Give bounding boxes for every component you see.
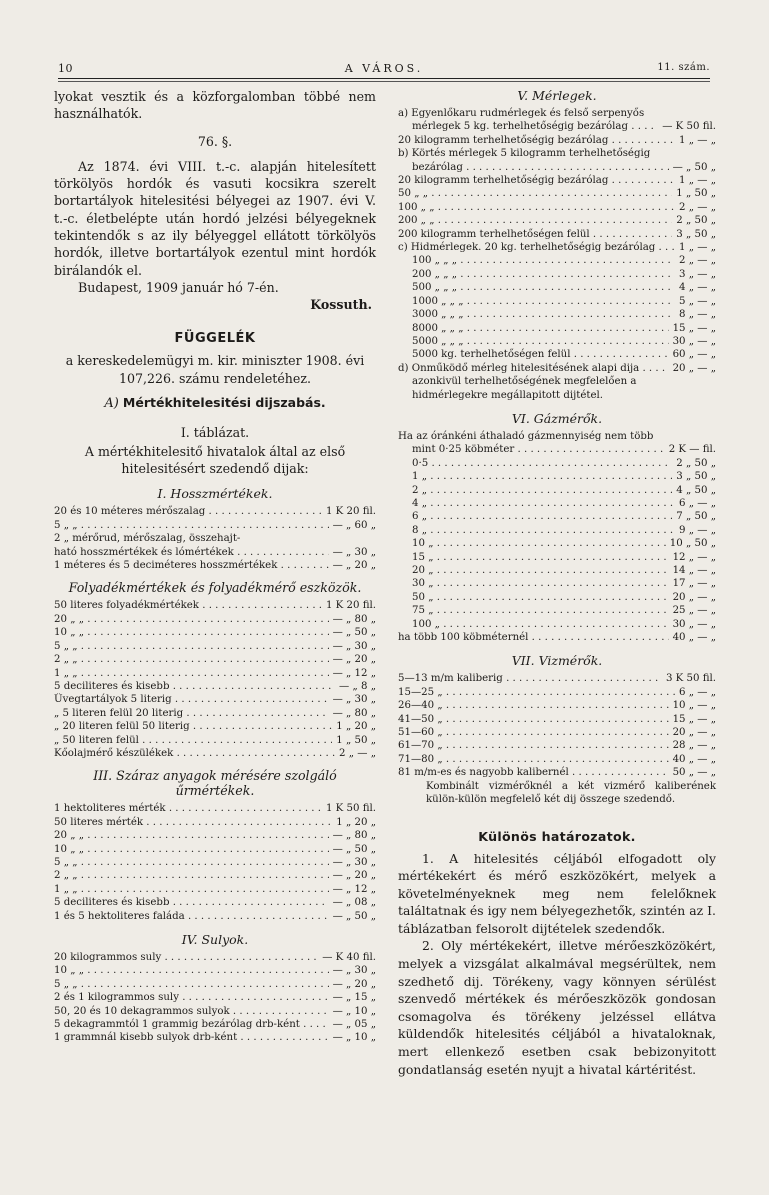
fee-item-label: 2 „ mérőrud, mérőszalag, összehajt- [54,533,241,545]
fee-item-label: azonkivül terhelhetőségének megfelelően a [412,376,637,388]
fee-item-label: Ha az óránkéni áthaladó gázmennyiség nem több [398,430,654,442]
fee-item-label: 5 „ „ . . . [54,978,329,991]
header-rule-thin [58,81,710,82]
fee-item-value: — „ 50 „ [332,843,376,855]
fee-item-label: 5 deciliteres és kisebb . . . [54,896,329,909]
fee-row [398,537,716,550]
fee-item-value: 20 „ — „ [672,727,716,739]
fee-row [398,713,716,726]
fee-item-value: — „ 50 „ [672,161,716,173]
fee-item-label: 2 „ „ . . . [54,869,329,882]
fee-item-value: — „ 30 „ [332,546,376,558]
fee-row [398,241,716,254]
fee-item-label: a) Egyenlőkaru rudmérlegek és felső serpenyős [398,108,645,119]
fee-row [54,559,376,572]
fee-item-value: 1 „ — „ [679,134,716,146]
fee-row [398,686,716,699]
fee-item-label: 6 „ . . . [412,510,672,523]
fee-item-value: 28 „ — „ [672,740,716,752]
fee-item-label: 2 és 1 kilogrammos suly . . . [54,991,329,1004]
fee-item-value: — „ 80 „ [332,613,376,625]
fee-item-label: 100 „ „ . . . [398,201,675,214]
fee-item-value: 14 „ — „ [672,565,716,576]
header-rule [58,78,710,79]
fee-item-value: 1 K 20 fil. [325,600,376,612]
fee-item-label: 5000 kg. terhelhetőségen felül . . . [412,348,669,361]
fee-item-value: 40 „ — „ [672,753,716,765]
fee-item-label: 5 deciliteres és kisebb . . . [54,680,335,693]
fee-row [54,640,376,653]
fee-item-label: 50, 20 és 10 dekagrammos sulyok . . . [54,1005,329,1018]
section-title-sulyok: IV. Sulyok. [181,932,249,948]
fee-item-value: — „ 60 „ [332,519,376,531]
fee-item-value: 8 „ — „ [679,309,716,321]
fee-row [54,951,376,964]
fee-item-label: hidmérlegekre megállapitott dijtétel. [412,389,604,401]
fee-item-label: 10 „ . . . [412,537,666,550]
fee-item-label: 50 literes folyadékmértékek . . . [54,599,322,612]
fee-row [54,978,376,991]
fee-row [398,443,716,456]
fee-item-value: 25 „ — „ [672,605,716,617]
fee-row [398,134,716,147]
appendix-title: FÜGGELÉK [174,331,256,347]
fee-row [398,228,716,241]
fee-item-label: 75 „ . . . [412,604,669,617]
page-number: 10 [58,62,73,75]
fee-item-label: 51—60 „ . . . [398,726,669,739]
fee-item-label: 100 „ „ „ . . . [412,254,675,267]
fee-item-label: 8 „ . . . [412,524,675,537]
fee-row [398,120,716,133]
fee-row [398,322,716,335]
fee-row [54,505,376,518]
fee-row [398,174,716,187]
fee-list-gazmerok [398,430,716,645]
fee-item-label: 100 „ . . . [412,618,669,631]
fee-row [398,335,716,348]
fee-item-label: 1000 „ „ „ . . . [412,295,675,308]
fee-item-label: Kőolajmérő készülékek . . . [54,747,335,760]
fee-row [398,375,716,388]
fee-row [398,254,716,267]
fee-row [54,1005,376,1018]
fee-item-label: 20 „ „ . . . [54,829,329,842]
fee-item-value: — „ 30 „ [332,965,376,977]
fee-item-value: 20 „ — „ [672,591,716,603]
fee-item-value: 9 „ — „ [679,524,716,536]
fee-row [398,457,716,470]
fee-item-label: 10 „ „ . . . [54,964,329,977]
fee-row [398,591,716,604]
fee-row [398,564,716,577]
intro-text: lyokat vesztik és a közforgalomban többé nem használhatók. [54,89,376,122]
fee-list-merlegek [398,107,716,402]
fee-item-label: 50 „ . . . [412,591,669,604]
fee-item-value: 2 K — fil. [668,444,716,456]
fee-row [54,910,376,923]
fee-item-value: — „ 30 „ [332,640,376,652]
fee-item-label: 26—40 „ . . . [398,699,669,712]
fee-row [398,699,716,712]
fee-item-label: 1 grammnál kisebb sulyok drb-ként . . . [54,1031,329,1044]
fee-item-label: 20 „ . . . [412,564,669,577]
fee-row [54,829,376,842]
fee-item-label: 20 „ „ . . . [54,613,329,626]
fee-item-value: — „ 20 „ [332,560,376,572]
fee-item-value: 50 „ — „ [672,767,716,779]
fee-row [398,187,716,200]
fee-row [398,389,716,402]
fee-item-label: 1 hektoliteres mérték . . . [54,802,322,815]
fee-row [398,470,716,483]
fee-row [54,720,376,733]
fee-item-value: 2 „ — „ [679,201,716,213]
fee-row [54,843,376,856]
fee-row [398,753,716,766]
fee-item-label: 2 „ . . . [412,484,672,497]
fee-item-label: 3000 „ „ „ . . . [412,308,675,321]
fee-item-value: 30 „ — „ [672,335,716,347]
fee-item-value: 3 K 50 fil. [665,673,716,685]
left-column [54,88,376,1045]
fee-item-label: 1 „ „ . . . [54,667,329,680]
fee-list-hosszmertekek [54,505,376,572]
fee-item-value: — „ 12 „ [332,883,376,895]
fee-item-value: — „ 80 „ [332,707,376,719]
fee-row [54,707,376,720]
fee-item-value: — „ 8 „ [339,680,376,692]
fee-list-sulyok [54,951,376,1045]
fee-row [398,524,716,537]
table-intro: A mértékhitelesitő hivatalok által az első hitelesitésért szedendő dijak: [84,443,346,477]
fee-item-value: 20 „ — „ [672,362,716,374]
fee-item-value: 17 „ — „ [672,578,716,590]
fee-item-value: 15 „ — „ [672,322,716,334]
fee-item-label: 2 „ „ . . . [54,653,329,666]
fee-row [54,680,376,693]
fee-item-label: 1 és 5 hektoliteres faláda . . . [54,910,329,923]
fee-item-value: 2 „ 50 „ [676,215,716,227]
fee-row [54,1031,376,1044]
fee-item-label: 5 „ „ . . . [54,856,329,869]
fee-row [398,201,716,214]
fee-item-value: — K 40 fil. [322,952,376,964]
fee-item-value: — „ 50 „ [332,910,376,922]
fee-row [54,964,376,977]
fee-row [398,577,716,590]
fee-item-label: 1 „ . . . [412,470,672,483]
fee-row [398,631,716,644]
fee-item-label: 10 „ „ . . . [54,626,329,639]
part-heading [54,395,376,411]
fee-item-value: 60 „ — „ [672,349,716,361]
fee-item-label: c) Hidmérlegek. 20 kg. terhelhetőségig bezárólag . . . [398,241,675,254]
fee-row [54,747,376,760]
fee-item-value: 1 „ — „ [679,242,716,254]
fee-item-value: — „ 20 „ [332,978,376,990]
rule-paragraph-2: 2. Oly mértékekért, illetve mérőeszközökért, melyek a vizsgálat alkalmával megsérültek, nem szedhető dij. Törékeny, vagy könnyen sérülést szenvedő mértékek és mérőeszközök gondosan csomagolva és törékeny jelzéssel ellátva küldendők hitelesités céljából a hivataloknak, mert ellenkező esetben csak bebizonyitott gondatlanság esetén nyujt a hivatal kártéritést. [398,938,716,1077]
fee-row [398,497,716,510]
right-column [398,88,716,1078]
fee-row [398,214,716,227]
fee-item-value: 12 „ — „ [672,551,716,563]
fee-item-value: 10 „ 50 „ [669,538,716,550]
fee-row [398,551,716,564]
fee-list-folyadek [54,599,376,760]
section-title-hosszmertekek: I. Hosszmértékek. [157,486,273,502]
fee-row [54,667,376,680]
fee-row [54,1018,376,1031]
part-title: Mértékhitelesitési dijszabás. [122,394,326,410]
dateline: Budapest, 1909 január hó 7-én. [78,279,279,295]
fee-row [398,295,716,308]
fee-item-label: 5—13 m/m kaliberig . . . [398,672,662,685]
fee-row [54,519,376,532]
section-title-merlegek: V. Mérlegek. [517,88,597,103]
fee-list-vizmerok [398,672,716,779]
fee-item-value: 1 „ — „ [679,175,716,187]
fee-item-label: 71—80 „ . . . [398,753,669,766]
fee-item-value: 1 „ 20 „ [336,721,376,733]
rule-paragraph-1: 1. A hitelesités céljából elfogadott oly mértékekért és mérő eszközökért, melyek a követelményeknek meg nem felelőknek találtatnak és igy nem bélyegezhetők, szintén az I. táblázatban felsorolt dijtételek szedendők. [398,850,716,936]
fee-item-value: 5 „ — „ [679,295,716,307]
vizmero-note: Kombinált vizmérőknél a két vizmérő kaliberének külön-külön megfelelő két dij összege szedendő. [426,780,716,806]
fee-item-label: 8000 „ „ „ . . . [412,322,669,335]
fee-row [54,653,376,666]
fee-item-label: 20 kilogramm terhelhetőségig bezárólag . . . [398,134,675,147]
fee-row [54,856,376,869]
fee-row [398,161,716,174]
fee-row [54,693,376,706]
fee-item-value: — „ 80 „ [332,830,376,842]
fee-item-value: — „ 08 „ [332,897,376,909]
fee-row [54,599,376,612]
fee-item-label: mérlegek 5 kg. terhelhetőségig bezárólag . . . [412,120,658,133]
fee-row [398,147,716,160]
fee-item-label: „ 5 literen felül 20 literig . . . [54,707,329,720]
fee-item-value: — „ 10 „ [332,1005,376,1017]
fee-item-value: 4 „ — „ [679,282,716,294]
page-header [58,62,710,78]
fee-item-value: 1 K 20 fil. [325,506,376,518]
fee-item-label: 50 literes mérték . . . [54,816,332,829]
fee-row [54,896,376,909]
fee-item-label: 30 „ . . . [412,577,669,590]
fee-item-label: 20 kilogrammos suly . . . [54,951,318,964]
fee-item-label: 10 „ „ . . . [54,843,329,856]
fee-item-label: 0·5 . . . [412,457,672,470]
fee-item-value: 2 „ 50 „ [676,457,716,469]
fee-item-value: 40 „ — „ [672,632,716,644]
fee-item-label: 5 „ „ . . . [54,640,329,653]
fee-item-label: 1 „ „ . . . [54,883,329,896]
fee-item-label: 5 „ „ . . . [54,519,329,532]
fee-item-value: 1 „ 50 „ [676,188,716,200]
fee-item-label: 200 „ „ „ . . . [412,268,675,281]
section-title-vizmerok: VII. Vizmérők. [511,653,603,669]
fee-row [54,869,376,882]
fee-list-urmertekek [54,802,376,923]
fee-item-value: 1 „ 50 „ [336,734,376,746]
fee-item-value: 4 „ 50 „ [676,484,716,496]
signature: Kossuth. [310,297,372,313]
fee-row [398,510,716,523]
fee-item-value: — „ 30 „ [332,694,376,706]
fee-item-label: Üvegtartályok 5 literig . . . [54,693,329,706]
fee-row [398,308,716,321]
fee-item-value: 1 „ 20 „ [336,816,376,828]
fee-row [398,672,716,685]
fee-item-label: 200 kilogramm terhelhetőségen felül . . . [398,228,672,241]
fee-item-value: 1 K 50 fil. [325,803,376,815]
fee-item-value: 3 „ — „ [679,268,716,280]
fee-row [398,484,716,497]
fee-item-label: 20 és 10 méteres mérőszalag . . . [54,505,322,518]
fee-row [398,362,716,375]
fee-item-value: 7 „ 50 „ [676,511,716,523]
issue-number: 11. szám. [657,62,710,73]
fee-row [54,613,376,626]
fee-item-value: 3 „ 50 „ [676,228,716,240]
table-title: I. táblázat. [180,424,250,440]
fee-item-value: — „ 15 „ [332,992,376,1004]
fee-item-value: — K 50 fil. [662,121,716,133]
fee-row [54,991,376,1004]
fee-item-label: 61—70 „ . . . [398,739,669,752]
fee-row [398,430,716,443]
fee-item-value: — „ 20 „ [332,654,376,666]
fee-row [398,739,716,752]
fee-item-label: 4 „ . . . [412,497,675,510]
fee-row [398,766,716,779]
fee-row [54,883,376,896]
fee-item-label: mint 0·25 köbméter . . . [412,443,665,456]
publication-title: A VÁROS. [344,62,424,75]
fee-item-label: 81 m/m-es és nagyobb kalibernél . . . [398,766,669,779]
fee-item-label: ha több 100 köbméternél . . . [398,631,669,644]
fee-item-value: — „ 12 „ [332,667,376,679]
fee-row [54,546,376,559]
fee-row [398,268,716,281]
part-letter: A) [104,395,119,411]
fee-item-value: — „ 20 „ [332,870,376,882]
fee-item-label: 15 „ . . . [412,551,669,564]
fee-item-value: 2 „ — „ [679,255,716,267]
fee-item-value: 10 „ — „ [672,700,716,712]
section-title-urmertekek: III. Száraz anyagok mérésére szolgáló űrmértékek. [93,768,337,799]
fee-item-value: 3 „ 50 „ [676,471,716,483]
fee-item-value: 30 „ — „ [672,618,716,630]
fee-row [54,734,376,747]
fee-item-label: 5 dekagrammtól 1 grammig bezárólag drb-ként . . . [54,1018,329,1031]
fee-row [54,626,376,639]
fee-item-label: 15—25 „ . . . [398,686,675,699]
fee-item-value: 15 „ — „ [672,713,716,725]
fee-row [54,816,376,829]
fee-item-label: 200 „ „ . . . [398,214,672,227]
fee-item-value: 2 „ — „ [339,747,376,759]
fee-item-label: 50 „ „ . . . [398,187,672,200]
fee-item-value: — „ 10 „ [332,1032,376,1044]
rules-title: Különös határozatok. [478,828,636,844]
appendix-subtitle: a kereskedelemügyi m. kir. miniszter 1908. évi 107,226. számu rendeletéhez. [65,353,365,386]
fee-item-value: — „ 05 „ [332,1019,376,1031]
section-title-gazmerok: VI. Gázmérők. [511,410,603,426]
fee-item-value: 6 „ — „ [679,686,716,698]
fee-row [398,726,716,739]
fee-item-label: bezárólag . . . [412,161,669,174]
fee-item-label: „ 20 literen felül 50 literig . . . [54,720,332,733]
section-number: 76. §. [197,133,233,149]
fee-item-value: — „ 30 „ [332,856,376,868]
fee-row [398,348,716,361]
fee-item-label: 41—50 „ . . . [398,713,669,726]
fee-item-label: b) Körtés mérlegek 5 kilogramm terhelhetőségig [398,148,651,160]
section-body: Az 1874. évi VIII. t.-c. alapján hitelesített törkölyös hordók és vasuti kocsikra szerelt bortartályok hitelesitési bélyegei az 1907. évi V. t.-c. életbelépte után hordó jelzési bélyegeknek tekintendők s az ily bélyeggel ellátott törkölyös hordók, illetve bortartályok ezentul mint hordók birálandók el. [54,158,376,278]
fee-item-label: ható hosszmértékek és lómértékek . . . [54,546,329,559]
fee-row [398,107,716,120]
fee-item-label: 500 „ „ „ . . . [412,281,675,294]
fee-item-label: d) Onműködő mérleg hitelesitésének alapi dija . . . [398,362,669,375]
fee-row [398,281,716,294]
section-title-folyadek: Folyadékmértékek és folyadékmérő eszközök. [68,580,362,596]
fee-row [54,802,376,815]
fee-row [398,604,716,617]
fee-item-label: „ 50 literen felül . . . [54,734,332,747]
fee-row [54,532,376,545]
fee-row [398,618,716,631]
fee-item-value: — „ 50 „ [332,627,376,639]
fee-item-label: 20 kilogramm terhelhetőségig bezárólag . . . [398,174,675,187]
fee-item-label: 5000 „ „ „ . . . [412,335,669,348]
fee-item-value: 6 „ — „ [679,497,716,509]
fee-item-label: 1 méteres és 5 deciméteres hosszmértékek . . . [54,559,329,572]
